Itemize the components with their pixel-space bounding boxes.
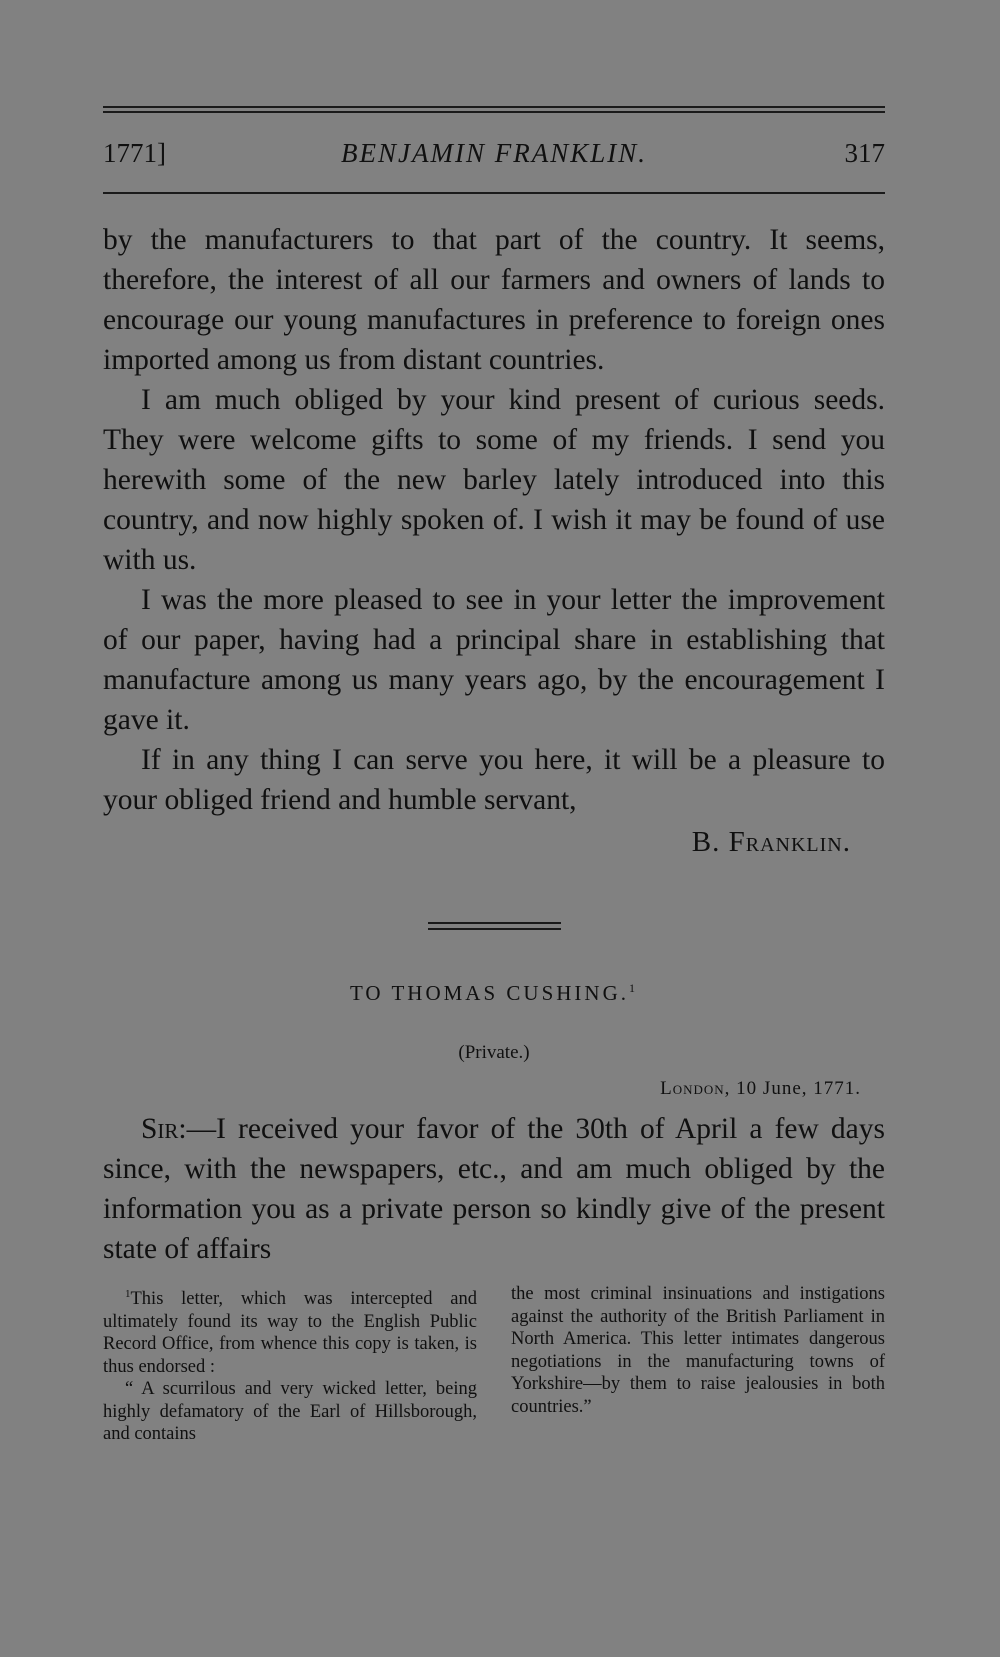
letter-heading-text: TO THOMAS CUSHING.	[349, 981, 629, 1005]
running-head	[103, 138, 885, 178]
letter-continuation	[103, 220, 885, 862]
salutation: Sir	[141, 1113, 179, 1145]
book-page	[103, 0, 885, 1657]
footnote-reference: 1	[629, 981, 638, 995]
running-head-title: BENJAMIN FRANKLIN.	[341, 138, 647, 168]
section-divider	[428, 922, 561, 934]
letter-opening	[103, 1109, 885, 1269]
page-number: 317	[844, 138, 885, 168]
footnote-column-right	[511, 1283, 885, 1418]
header-rule-bottom	[103, 192, 885, 194]
paragraph-3: I was the more pleased to see in your letter the improvement of our paper, having had a principal share in establishing that manufacture among us many years ago, by the encouragement I gave it.	[103, 584, 885, 736]
header-rule-top-1	[103, 106, 885, 108]
signature: B. Franklin.	[691, 826, 851, 858]
dateline-place: London,	[660, 1078, 731, 1099]
private-label: (Private.)	[458, 1042, 530, 1063]
paragraph-4: If in any thing I can serve you here, it will be a pleasure to your obliged friend and humble servant,	[103, 744, 885, 816]
dateline	[660, 1078, 861, 1100]
header-rule-top-2	[103, 111, 885, 113]
footnote-text-2: “ A scurrilous and very wicked letter, being highly defamatory of the Earl of Hillsborough, and contains	[103, 1379, 477, 1445]
opening-text: :—I received your favor of the 30th of April a few days since, with the newspapers, etc., and am much obliged by the information you as a private person so kindly give of the present state of affairs	[103, 1113, 885, 1265]
letter-heading	[103, 981, 885, 1006]
dateline-date: 10 June, 1771.	[736, 1078, 861, 1099]
paragraph-1: by the manufacturers to that part of the country. It seems, therefore, the interest of all our farmers and owners of lands to encourage our young manufactures in preference to foreign ones imported among us from distant countries.	[103, 224, 885, 376]
footnote-marker: 1	[125, 1288, 131, 1300]
running-head-year: 1771]	[103, 138, 166, 168]
footnote-text-1: This letter, which was intercepted and ultimately found its way to the English Public Record Office, from whence this copy is taken, is thus endorsed :	[103, 1289, 477, 1377]
footnote-text-3: the most criminal insinuations and instigations against the authority of the British Parliament in North America. This letter intimates dangerous negotiations in the manufacturing towns of Yorkshire—by them to raise jealousies in both countries.”	[511, 1284, 885, 1417]
footnote-column-left	[103, 1283, 477, 1446]
paragraph-2: I am much obliged by your kind present of curious seeds. They were welcome gifts to some of my friends. I send you herewith some of the new barley lately introduced into this country, and now highly spoken of. I wish it may be found of use with us.	[103, 384, 885, 576]
